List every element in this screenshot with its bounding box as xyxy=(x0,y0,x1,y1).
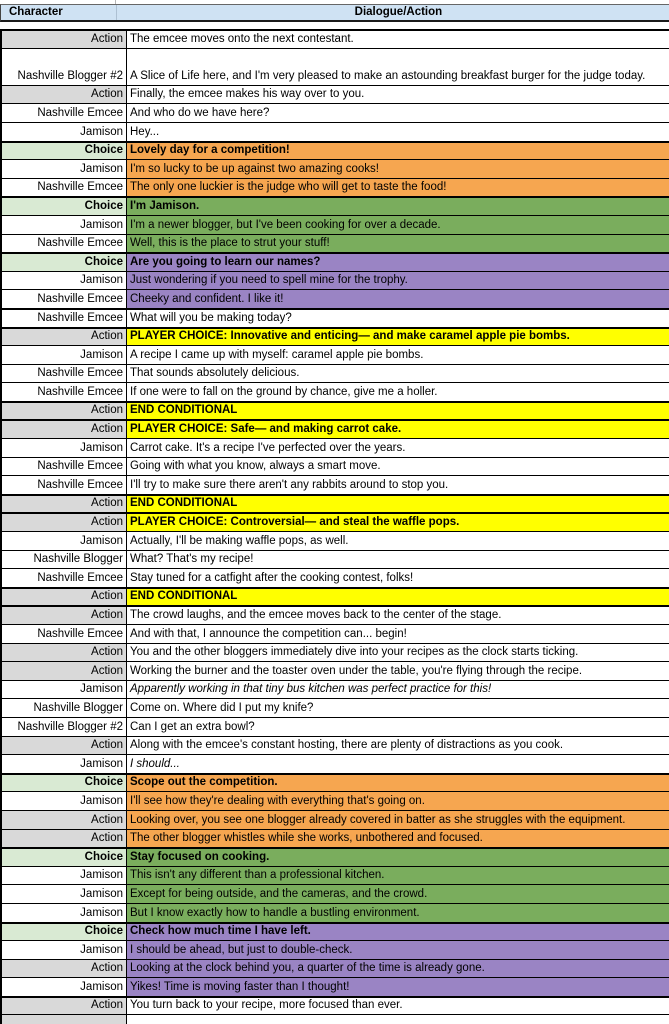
dialogue-cell[interactable]: Carrot cake. It's a recipe I've perfected over the years. xyxy=(130,441,406,454)
character-cell[interactable]: Nashville Emcee xyxy=(2,569,127,587)
character-cell[interactable]: Nashville Emcee xyxy=(2,365,127,383)
table-row xyxy=(0,736,669,755)
table-row xyxy=(0,141,669,160)
column-header-dialogue[interactable]: Dialogue/Action xyxy=(354,6,443,18)
table-row xyxy=(0,829,669,848)
dialogue-cell[interactable]: END CONDITIONAL xyxy=(127,496,669,513)
character-cell[interactable]: Nashville Blogger #2 xyxy=(2,49,127,85)
dialogue-cell[interactable]: And with that, I announce the competition can... begin! xyxy=(130,627,407,640)
dialogue-cell[interactable]: Yikes! Time is moving faster than I thought! xyxy=(127,978,669,996)
table-row xyxy=(0,531,669,550)
character-cell[interactable]: Action xyxy=(2,329,127,346)
table-row xyxy=(0,624,669,643)
table-row xyxy=(0,550,669,569)
dialogue-cell[interactable]: END CONDITIONAL xyxy=(127,403,669,420)
character-cell[interactable]: Nashville Emcee xyxy=(2,476,127,494)
character-cell[interactable]: Action xyxy=(2,960,127,978)
character-cell[interactable]: Choice xyxy=(2,775,127,792)
character-cell[interactable]: Jamison xyxy=(2,755,127,773)
dialogue-cell[interactable]: Can I get an extra bowl? xyxy=(130,720,255,733)
dialogue-cell[interactable]: Hey... xyxy=(130,125,160,138)
table-row xyxy=(0,234,669,253)
character-cell[interactable]: Action xyxy=(2,607,127,624)
dialogue-cell[interactable]: A Slice of Life here, and I'm very pleased to make an astounding breakfast burger for the judge today. xyxy=(130,69,646,82)
table-row xyxy=(0,438,669,457)
dialogue-cell[interactable]: Along with the emcee's constant hosting, there are plenty of distractions as you cook. xyxy=(130,739,564,752)
character-cell[interactable]: Action xyxy=(2,998,127,1015)
character-cell[interactable]: Jamison xyxy=(2,904,127,922)
table-row xyxy=(0,252,669,271)
dialogue-cell[interactable]: But I know exactly how to handle a bustling environment. xyxy=(127,904,669,922)
dialogue-cell[interactable]: Stay focused on cooking. xyxy=(127,849,669,866)
character-cell[interactable] xyxy=(2,1015,127,1023)
character-cell[interactable]: Jamison xyxy=(2,867,127,885)
character-cell[interactable]: Jamison xyxy=(2,160,127,178)
dialogue-cell[interactable]: You turn back to your recipe, more focused than ever. xyxy=(130,999,403,1012)
table-row xyxy=(0,178,669,197)
table-row xyxy=(0,512,669,531)
frozen-header-gap xyxy=(0,22,669,29)
character-cell[interactable]: Jamison xyxy=(2,346,127,364)
table-row xyxy=(0,754,669,773)
table-row xyxy=(0,884,669,903)
character-cell[interactable]: Choice xyxy=(2,143,127,160)
character-cell[interactable]: Choice xyxy=(2,849,127,866)
table-row xyxy=(0,475,669,494)
table-row xyxy=(0,773,669,792)
table-row xyxy=(0,587,669,606)
dialogue-cell[interactable]: I'll see how they're dealing with everything that's going on. xyxy=(127,792,669,810)
dialogue-cell[interactable]: Actually, I'll be making waffle pops, as well. xyxy=(130,534,349,547)
column-header-character[interactable]: Character xyxy=(9,6,63,18)
character-cell[interactable]: Action xyxy=(2,403,127,420)
dialogue-cell[interactable]: I'll try to make sure there aren't any rabbits around to stop you. xyxy=(130,478,449,491)
dialogue-cell[interactable]: Scope out the competition. xyxy=(127,775,669,792)
character-cell[interactable]: Nashville Blogger xyxy=(2,551,127,569)
character-cell[interactable]: Action xyxy=(2,644,127,662)
character-cell[interactable]: Action xyxy=(2,31,127,48)
table-header xyxy=(0,4,669,22)
character-cell[interactable]: Jamison xyxy=(2,978,127,996)
table-row xyxy=(0,159,669,178)
table-row xyxy=(0,345,669,364)
dialogue-cell[interactable]: The only one luckier is the judge who will get to taste the food! xyxy=(127,179,669,197)
table-row xyxy=(0,364,669,383)
dialogue-cell[interactable]: Check how much time I have left. xyxy=(127,924,669,941)
table-row xyxy=(0,717,669,736)
table-row xyxy=(0,29,669,48)
table-row xyxy=(0,959,669,978)
table-row xyxy=(0,791,669,810)
dialogue-cell[interactable]: I'm Jamison. xyxy=(127,198,669,215)
dialogue-cell[interactable]: I should... xyxy=(130,757,180,770)
dialogue-cell[interactable]: If one were to fall on the ground by chance, give me a holler. xyxy=(130,385,438,398)
table-row xyxy=(0,866,669,885)
table-row xyxy=(0,940,669,959)
character-cell[interactable]: Choice xyxy=(2,254,127,271)
table-row xyxy=(0,1014,669,1023)
table-body xyxy=(0,29,669,1024)
table-row xyxy=(0,308,669,327)
dialogue-cell[interactable]: What will you be making today? xyxy=(130,311,292,324)
character-cell[interactable]: Nashville Emcee xyxy=(2,310,127,327)
character-cell[interactable]: Jamison xyxy=(2,792,127,810)
character-cell[interactable]: Action xyxy=(2,514,127,531)
character-cell[interactable]: Jamison xyxy=(2,941,127,959)
character-cell[interactable]: Action xyxy=(2,830,127,848)
dialogue-cell[interactable]: Just wondering if you need to spell mine for the trophy. xyxy=(127,272,669,290)
table-row xyxy=(0,810,669,829)
table-row xyxy=(0,196,669,215)
table-row xyxy=(0,977,669,996)
character-cell[interactable]: Choice xyxy=(2,924,127,941)
table-row xyxy=(0,847,669,866)
table-row xyxy=(0,122,669,141)
character-cell[interactable]: Action xyxy=(2,811,127,829)
dialogue-cell[interactable]: Come on. Where did I put my knife? xyxy=(130,701,314,714)
table-row xyxy=(0,271,669,290)
dialogue-cell[interactable] xyxy=(127,1015,669,1023)
table-row xyxy=(0,661,669,680)
character-cell[interactable]: Nashville Blogger xyxy=(2,699,127,717)
dialogue-cell[interactable]: A recipe I came up with myself: caramel apple pie bombs. xyxy=(130,348,424,361)
character-cell[interactable]: Jamison xyxy=(2,681,127,699)
dialogue-cell[interactable]: The other blogger whistles while she works, unbothered and focused. xyxy=(127,830,669,848)
character-cell[interactable]: Jamison xyxy=(2,439,127,457)
dialogue-cell[interactable]: What? That's my recipe! xyxy=(130,553,254,566)
character-cell[interactable]: Nashville Blogger #2 xyxy=(2,718,127,736)
dialogue-cell[interactable]: I should be ahead, but just to double-check. xyxy=(127,941,669,959)
table-row xyxy=(0,605,669,624)
dialogue-cell[interactable]: That sounds absolutely delicious. xyxy=(130,367,300,380)
dialogue-cell[interactable]: END CONDITIONAL xyxy=(127,589,669,606)
character-cell[interactable]: Action xyxy=(2,662,127,680)
character-cell[interactable]: Action xyxy=(2,496,127,513)
table-row xyxy=(0,698,669,717)
character-cell[interactable]: Action xyxy=(2,589,127,606)
dialogue-cell[interactable]: Going with what you know, always a smart move. xyxy=(130,460,381,473)
dialogue-cell[interactable]: PLAYER CHOICE: Controversial— and steal the waffle pops. xyxy=(127,514,669,531)
table-row xyxy=(0,680,669,699)
dialogue-cell[interactable]: The crowd laughs, and the emcee moves back to the center of the stage. xyxy=(130,609,502,621)
dialogue-cell[interactable]: Working the burner and the toaster oven under the table, you're flying through the recipe. xyxy=(130,664,583,677)
dialogue-cell[interactable]: Apparently working in that tiny bus kitchen was perfect practice for this! xyxy=(130,683,492,696)
character-cell[interactable]: Jamison xyxy=(2,885,127,903)
dialogue-cell[interactable]: I'm so lucky to be up against two amazing cooks! xyxy=(127,160,669,178)
character-cell[interactable]: Nashville Emcee xyxy=(2,179,127,197)
character-cell[interactable]: Nashville Emcee xyxy=(2,458,127,476)
dialogue-cell[interactable]: Lovely day for a competition! xyxy=(127,143,669,160)
dialogue-cell[interactable]: Looking at the clock behind you, a quarter of the time is already gone. xyxy=(127,960,669,978)
dialogue-cell[interactable]: And who do we have here? xyxy=(130,106,270,119)
table-row xyxy=(0,382,669,401)
table-row xyxy=(0,103,669,122)
dialogue-cell[interactable]: Cheeky and confident. I like it! xyxy=(127,290,669,308)
character-cell[interactable]: Jamison xyxy=(2,123,127,141)
table-row xyxy=(0,419,669,438)
table-row xyxy=(0,215,669,234)
table-row xyxy=(0,289,669,308)
character-cell[interactable]: Action xyxy=(2,737,127,755)
dialogue-cell[interactable]: Except for being outside, and the cameras, and the crowd. xyxy=(127,885,669,903)
character-cell[interactable]: Jamison xyxy=(2,272,127,290)
dialogue-cell[interactable]: The emcee moves onto the next contestant. xyxy=(130,32,354,45)
dialogue-cell[interactable]: Well, this is the place to strut your stuff! xyxy=(127,235,669,253)
table-row xyxy=(0,903,669,922)
character-cell[interactable]: Jamison xyxy=(2,532,127,550)
dialogue-cell[interactable]: You and the other bloggers immediately dive into your recipes as the clock starts ticking. xyxy=(130,646,579,659)
dialogue-cell[interactable]: This isn't any different than a professional kitchen. xyxy=(127,867,669,885)
table-row xyxy=(0,327,669,346)
character-cell[interactable]: Nashville Emcee xyxy=(2,625,127,643)
character-cell[interactable]: Nashville Emcee xyxy=(2,383,127,401)
dialogue-cell[interactable]: PLAYER CHOICE: Safe— and making carrot cake. xyxy=(127,421,669,438)
table-row xyxy=(0,996,669,1015)
table-row xyxy=(0,457,669,476)
character-cell[interactable]: Nashville Emcee xyxy=(2,104,127,122)
dialogue-cell[interactable]: Stay tuned for a catfight after the cooking contest, folks! xyxy=(130,571,414,584)
table-row xyxy=(0,494,669,513)
character-cell[interactable]: Action xyxy=(2,86,127,104)
table-row xyxy=(0,401,669,420)
table-row xyxy=(0,568,669,587)
dialogue-cell[interactable]: Looking over, you see one blogger already covered in batter as she struggles with the equipment. xyxy=(127,811,669,829)
character-cell[interactable]: Nashville Emcee xyxy=(2,235,127,253)
table-row xyxy=(0,643,669,662)
dialogue-cell[interactable]: I'm a newer blogger, but I've been cooking for over a decade. xyxy=(127,216,669,234)
character-cell[interactable]: Action xyxy=(2,421,127,438)
table-row xyxy=(0,922,669,941)
dialogue-cell[interactable]: PLAYER CHOICE: Innovative and enticing— and make caramel apple pie bombs. xyxy=(127,329,669,346)
table-row xyxy=(0,85,669,104)
character-cell[interactable]: Jamison xyxy=(2,216,127,234)
dialogue-cell[interactable]: Are you going to learn our names? xyxy=(127,254,669,271)
table-row xyxy=(0,48,669,85)
character-cell[interactable]: Nashville Emcee xyxy=(2,290,127,308)
dialogue-cell[interactable]: Finally, the emcee makes his way over to you. xyxy=(130,88,365,101)
character-cell[interactable]: Choice xyxy=(2,198,127,215)
